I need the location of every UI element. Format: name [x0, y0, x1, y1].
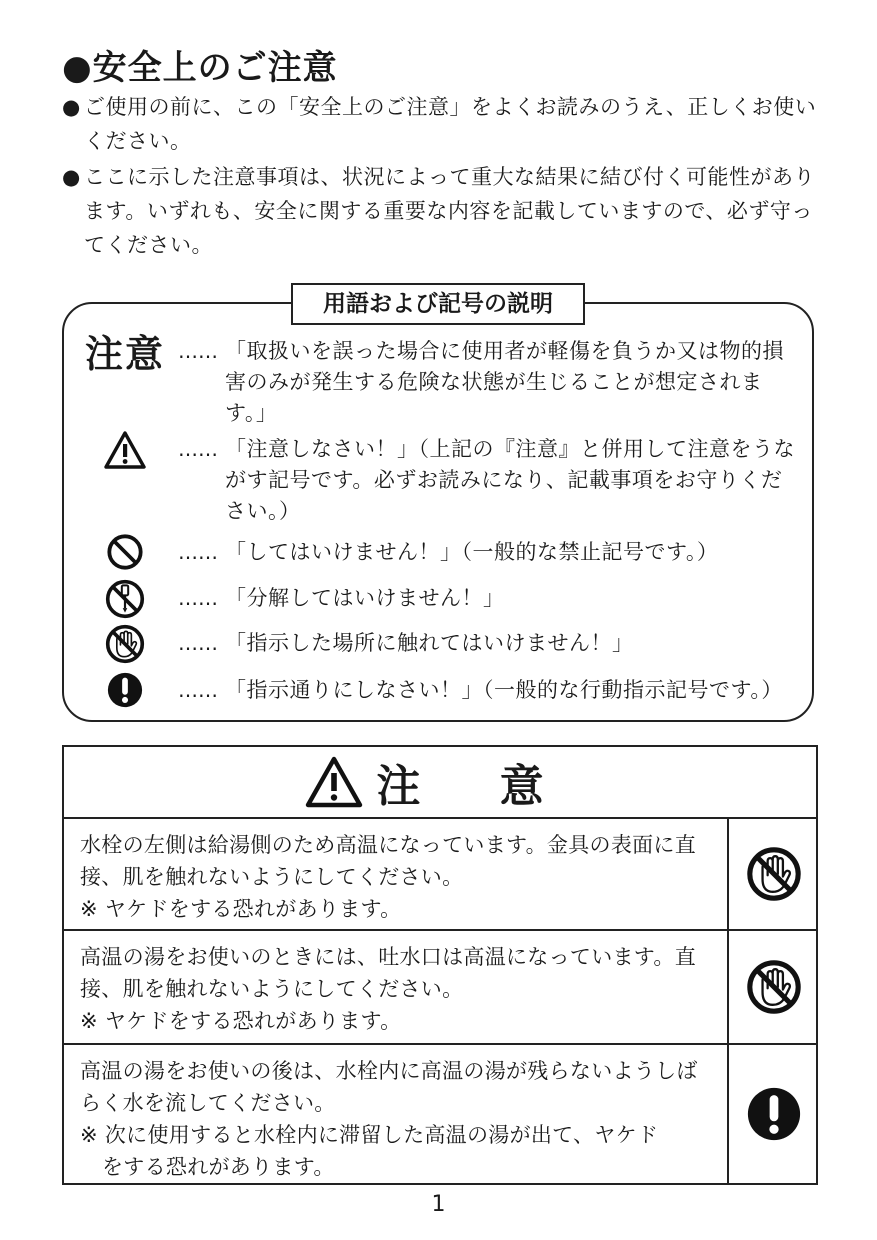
- mandatory-action-icon: [106, 671, 144, 709]
- page-title: ●安全上のご注意: [62, 48, 338, 88]
- leader-dots: ……: [178, 540, 218, 564]
- leader-dots: ……: [178, 437, 218, 461]
- bullet-mark: ●: [62, 95, 81, 119]
- bullet-mark: ●: [62, 165, 81, 189]
- caution-note: ※ ヤケドをする恐れがあります。: [80, 1009, 402, 1033]
- page-number: 1: [431, 1192, 446, 1217]
- caution-note: ※ 次に使用すると水栓内に滞留した高温の湯が出て、ヤケド: [80, 1123, 659, 1147]
- warning-triangle-icon: [103, 430, 147, 470]
- leader-dots: ……: [178, 586, 218, 610]
- leader-dots: ……: [178, 339, 218, 363]
- legend-description: 「取扱いを誤った場合に使用者が軽傷を負うか又は物的損害のみが発生する危険な状態が生じることが想定されます。」: [225, 339, 784, 425]
- legend-description: 「してはいけません！」（一般的な禁止記号です。）: [225, 540, 719, 564]
- legend-description: 「指示した場所に触れてはいけません！」: [225, 631, 634, 655]
- caution-row: [64, 819, 816, 931]
- no-touch-icon: [105, 624, 145, 664]
- intro-paragraph-1: [62, 90, 822, 158]
- legend-title: 用語および記号の説明: [291, 283, 585, 325]
- no-touch-icon: [746, 846, 802, 902]
- intro-text: ここに示した注意事項は、状況によって重大な結果に結び付く可能性があります。いずれも、安全に関する重要な内容を記載していますので、必ず守ってください。: [84, 165, 815, 257]
- legend-description: 「分解してはいけません！」: [225, 586, 505, 610]
- caution-table: [62, 745, 818, 1185]
- caution-row: [64, 931, 816, 1045]
- caution-header-text: 注 意: [376, 761, 576, 812]
- caution-text: 水栓の左側は給湯側のため高温になっています。金具の表面に直接、肌を触れないようにしてください。: [80, 833, 697, 889]
- caution-note: ※ ヤケドをする恐れがあります。: [80, 897, 402, 921]
- caution-note-continued: をする恐れがあります。: [102, 1155, 335, 1179]
- no-touch-icon: [746, 959, 802, 1015]
- warning-triangle-icon: [304, 755, 364, 809]
- prohibition-icon: [106, 533, 144, 571]
- leader-dots: ……: [178, 678, 218, 702]
- caution-text: 高温の湯をお使いのときには、吐水口は高温になっています。直接、肌を触れないようにしてください。: [80, 945, 697, 1001]
- caution-word: 注意: [84, 332, 165, 376]
- intro-text: ご使用の前に、この「安全上のご注意」をよくお読みのうえ、正しくお使いください。: [84, 95, 817, 153]
- caution-text: 高温の湯をお使いの後は、水栓内に高温の湯が残らないようしばらく水を流してください。: [80, 1059, 698, 1115]
- caution-header: [64, 747, 816, 819]
- leader-dots: ……: [178, 631, 218, 655]
- legend-description: 「注意しなさい！」（上記の『注意』と併用して注意をうながす記号です。必ずお読みになり、記載事項をお守りください。）: [225, 437, 795, 523]
- caution-row: [64, 1045, 816, 1183]
- intro-paragraph-2: [62, 160, 822, 262]
- legend-description: 「指示通りにしなさい！」（一般的な行動指示記号です。）: [225, 678, 783, 702]
- no-disassembly-icon: [105, 579, 145, 619]
- mandatory-action-icon: [745, 1085, 803, 1143]
